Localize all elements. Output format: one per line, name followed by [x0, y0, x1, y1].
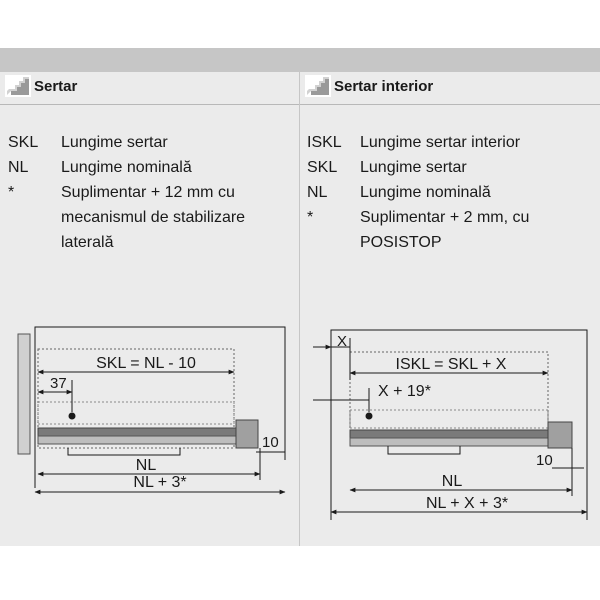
runner-rail [38, 428, 236, 436]
legend-abbr: SKL [307, 159, 338, 176]
fixing-point [366, 413, 373, 420]
drawer-bottom [68, 448, 180, 455]
legend-abbr: NL [307, 184, 328, 201]
runner-cage [350, 410, 548, 428]
legend-abbr: ISKL [307, 134, 342, 151]
rear-bracket [236, 420, 258, 448]
label-skl: SKL = NL - 10 [96, 355, 196, 372]
runner-rail [350, 430, 560, 438]
legend-desc: Lungime nominală [61, 159, 192, 176]
label-nl-right: NL [441, 473, 463, 490]
legend-abbr: SKL [8, 134, 39, 151]
label-10-left: 10 [262, 434, 279, 451]
label-iskl: ISKL = SKL + X [395, 356, 507, 373]
label-x19: X + 19* [378, 383, 431, 400]
rear-bracket [548, 422, 572, 448]
legend-desc: Suplimentar + 2 mm, cu POSISTOP [360, 209, 530, 251]
cabinet-side [18, 334, 30, 454]
legend-desc: Suplimentar + 12 mm cu mecanismul de stabilizare laterală [61, 184, 246, 251]
legend-abbr: * [8, 184, 15, 201]
runner-cage [38, 402, 234, 424]
label-nl3: NL + 3* [133, 474, 187, 491]
legend-abbr: NL [8, 159, 29, 176]
label-10-right: 10 [536, 452, 553, 469]
panel-title: Sertar [34, 78, 78, 95]
legend-abbr: * [307, 209, 314, 226]
fixing-point [69, 413, 76, 420]
label-nlx3: NL + X + 3* [425, 495, 509, 512]
label-37: 37 [50, 375, 67, 392]
label-nl-left: NL [135, 457, 157, 474]
legend-desc: Lungime sertar interior [360, 134, 521, 151]
runner-lower [350, 438, 560, 446]
legend-desc: Lungime nominală [360, 184, 491, 201]
runner-lower [38, 436, 236, 444]
panel-title: Sertar interior [334, 78, 434, 95]
legend-desc: Lungime sertar [360, 159, 467, 176]
drawer-bottom [388, 446, 460, 454]
legend-desc: Lungime sertar [61, 134, 168, 151]
label-x: X [337, 333, 348, 350]
